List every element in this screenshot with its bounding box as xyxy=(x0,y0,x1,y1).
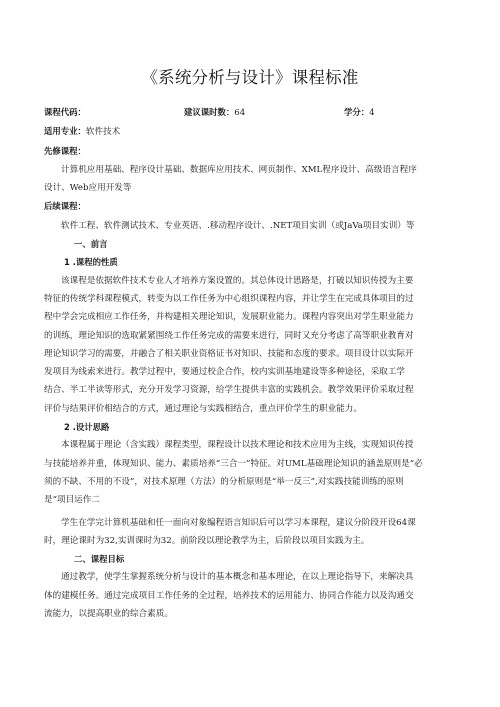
paragraph-line: 与技能培养并重，体现知识、能力、素质培养“三合一”特征。对UML基础理论知识的涵盖原则是“必 xyxy=(44,458,423,469)
paragraph-line: 本课程属于理论（含实践）课程类型，课程设计以技术理论和技术应用为主线，实现知识传授 xyxy=(61,440,414,451)
paragraph-line: 学生在学完计算机基础和任一面向对象编程语言知识后可以学习本课程，建议分阶段开设64课 xyxy=(61,517,416,528)
course-hours-value: 64 xyxy=(234,108,246,118)
paragraph-line: 时，理论课时为32,实训课时为32。前阶段以理论教学为主，后阶段以项目实践为主。 xyxy=(44,535,370,546)
paragraph-line: 程中学会完成相应工作任务，并构建相关理论知识，发展职业能力。课程内容突出对学生职业能力 xyxy=(44,312,414,323)
prereq-label-row xyxy=(44,142,464,161)
followup-label-row xyxy=(44,197,464,216)
page-title: 《系统分析与设计》课程标准 xyxy=(141,68,359,87)
paragraph-line: 理论知识学习的需要，并融合了相关职业资格证书对知识、技能和态度的要求。项目设计以实际开 xyxy=(44,348,414,359)
paragraph-line: 评价与结果评价相结合的方式，通过理论与实践相结合，重点评价学生的职业能力。 xyxy=(44,403,362,414)
course-code-label: 课程代码： xyxy=(44,107,86,117)
course-credit-value: 4 xyxy=(369,108,375,118)
followup-label: 后续课程： xyxy=(44,201,86,212)
prereq-line: 设计、Web应用开发等 xyxy=(44,183,132,194)
course-hours-label: 建议课时数： xyxy=(184,107,235,117)
section-heading-objectives: 二、课程目标 xyxy=(74,554,125,565)
section-heading-preface: 一、前言 xyxy=(74,239,108,250)
paragraph-line: 的训练，理论知识的选取紧紧围绕工作任务完成的需要来进行，同时又充分考虑了高等职业教育对 xyxy=(44,330,414,341)
paragraph-line: 是“项目运作二 xyxy=(44,495,100,506)
course-meta-row xyxy=(44,103,464,122)
paragraph-line: 流能力，以提高职业的综合素质。 xyxy=(44,609,173,620)
paragraph-line: 发项目为线索来进行。教学过程中，要通过校企合作，校内实训基地建设等多种途径，采取工学 xyxy=(44,367,405,378)
subsection-heading-design: 2 .设计思路 xyxy=(64,422,110,433)
followup-line: 软件工程、软件测试技术、专业英语、.移动程序设计、.NET项目实训（或JaVa项目实训）等 xyxy=(61,220,415,231)
paragraph-line: 体的建模任务。通过完成项目工作任务的全过程，培养技术的运用能力、协同合作能力以及沟通交 xyxy=(44,590,414,601)
paragraph-line: 须的不缺、不用的不设”，对技术原理（方法）的分析原则是“举一反三”,对实践技能训练的原则 xyxy=(44,476,404,487)
paragraph-line: 通过教学，使学生掌握系统分析与设计的基本概念和基本理论，在以上理论指导下，来解决具 xyxy=(61,572,414,583)
paragraph-line: 该课程是依据软件技术专业人才培养方案设置的。其总体设计思路是，打破以知识传授为主要 xyxy=(61,275,414,286)
paragraph-line: 结合、半工半读等形式，充分开发学习资源，给学生提供丰富的实践机会。教学效果评价采取过程 xyxy=(44,385,414,396)
major-value: 软件技术 xyxy=(85,127,121,138)
subsection-heading-nature: 1 .课程的性质 xyxy=(64,257,118,268)
course-credit-label: 学分： xyxy=(344,107,370,117)
document-body xyxy=(44,98,464,623)
prereq-line: 计算机应用基础、程序设计基础、数据库应用技术、网页制作、XML程序设计、高级语言程序 xyxy=(61,164,417,175)
major-row xyxy=(44,122,464,141)
major-label: 适用专业： xyxy=(44,126,86,137)
paragraph-line: 特征的传统学科课程模式，转变为以工作任务为中心组织课程内容，并让学生在完成具体项目的过 xyxy=(44,293,414,304)
prereq-label: 先修课程： xyxy=(44,145,86,156)
